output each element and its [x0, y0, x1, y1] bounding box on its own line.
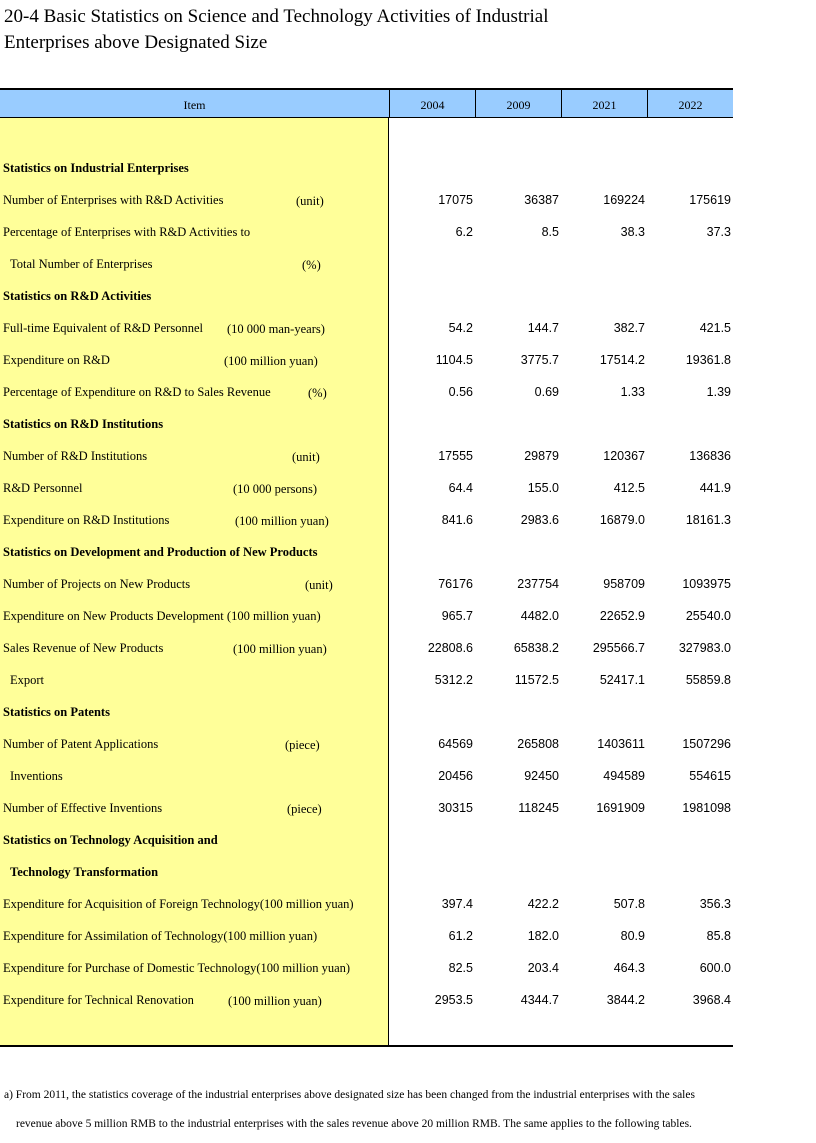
table-row: [0, 477, 733, 509]
table-row: [0, 733, 733, 765]
table-row: [0, 893, 733, 925]
value-cell-2004: 841.6: [441, 513, 473, 527]
value-cell-2022: 554615: [689, 769, 731, 783]
value-cell-2021: 1403611: [597, 737, 645, 751]
table-row: [0, 541, 733, 573]
value-cell-2022: 327983.0: [678, 641, 731, 655]
table-row: [0, 317, 733, 349]
title-line-2: Enterprises above Designated Size: [4, 32, 268, 53]
row-label: Number of Patent Applications: [3, 737, 159, 751]
value-cell-2022: 18161.3: [685, 513, 731, 527]
row-unit: (%): [302, 258, 321, 272]
value-cell-2022: 175619: [689, 193, 731, 207]
value-cell-2004: 22808.6: [427, 641, 473, 655]
table-row: [0, 253, 733, 285]
value-cell-2004: 64.4: [448, 481, 473, 495]
value-cell-2022: 1981098: [682, 801, 731, 815]
table-row: [0, 157, 733, 189]
value-cell-2021: 16879.0: [599, 513, 645, 527]
row-unit: (100 million yuan): [224, 354, 318, 368]
value-cell-2009: 4482.0: [520, 609, 559, 623]
row-label: Number of Projects on New Products: [3, 577, 191, 591]
value-cell-2021: 295566.7: [592, 641, 645, 655]
table-row: [0, 349, 733, 381]
footnote-line-2: revenue above 5 million RMB to the industrial enterprises with the sales revenue above 20 million RMB. The same applies to the following tables.: [16, 1118, 692, 1130]
section-heading: Statistics on Technology Acquisition and: [3, 833, 218, 847]
row-label: Full-time Equivalent of R&D Personnel: [3, 321, 203, 335]
row-label: Expenditure on R&D Institutions: [3, 513, 170, 527]
row-label: Inventions: [10, 769, 63, 783]
value-cell-2009: 3775.7: [520, 353, 559, 367]
row-unit: (100 million yuan): [233, 642, 327, 656]
value-cell-2009: 92450: [524, 769, 559, 783]
value-cell-2009: 2983.6: [520, 513, 559, 527]
row-label: Expenditure for Purchase of Domestic Technology(100 million yuan): [3, 961, 351, 975]
header-year-2004: 2004: [389, 90, 475, 118]
value-cell-2004: 2953.5: [434, 993, 473, 1007]
section-heading: Statistics on R&D Institutions: [3, 417, 164, 431]
value-cell-2021: 120367: [603, 449, 645, 463]
value-cell-2022: 3968.4: [692, 993, 731, 1007]
footnote-line-1: a) From 2011, the statistics coverage of the industrial enterprises above designated size has been changed from the industrial enterprises with the sales: [4, 1089, 695, 1101]
row-label: Expenditure for Technical Renovation: [3, 993, 194, 1007]
row-label: Export: [10, 673, 45, 687]
section-heading: Statistics on Development and Production of New Products: [3, 545, 318, 559]
value-cell-2004: 397.4: [441, 897, 473, 911]
value-cell-2009: 182.0: [527, 929, 559, 943]
value-cell-2009: 29879: [524, 449, 559, 463]
value-cell-2021: 38.3: [620, 225, 645, 239]
row-label: R&D Personnel: [3, 481, 83, 495]
header-item: Item: [183, 98, 206, 112]
value-cell-2022: 136836: [689, 449, 731, 463]
table-row: [0, 509, 733, 541]
value-cell-2004: 30315: [438, 801, 473, 815]
value-cell-2004: 965.7: [441, 609, 473, 623]
value-cell-2009: 11572.5: [514, 673, 559, 687]
table-row: [0, 797, 733, 829]
table-row: [0, 381, 733, 413]
value-cell-2004: 5312.2: [434, 673, 473, 687]
table-row: [0, 989, 733, 1021]
value-cell-2004: 82.5: [448, 961, 473, 975]
value-cell-2009: 65838.2: [513, 641, 559, 655]
table-row: [0, 573, 733, 605]
title-line-1: 20-4 Basic Statistics on Science and Technology Activities of Industrial: [4, 6, 549, 27]
value-cell-2004: 6.2: [455, 225, 473, 239]
table-row: [0, 925, 733, 957]
value-cell-2022: 1507296: [682, 737, 731, 751]
section-heading: Statistics on R&D Activities: [3, 289, 152, 303]
value-cell-2004: 17075: [438, 193, 473, 207]
value-cell-2009: 155.0: [527, 481, 559, 495]
table-row: [0, 221, 733, 253]
value-cell-2022: 441.9: [699, 481, 731, 495]
value-cell-2021: 22652.9: [599, 609, 645, 623]
value-cell-2004: 76176: [438, 577, 473, 591]
value-cell-2022: 85.8: [706, 929, 731, 943]
value-cell-2022: 37.3: [706, 225, 731, 239]
row-label: Total Number of Enterprises: [10, 257, 153, 271]
value-cell-2021: 1.33: [620, 385, 645, 399]
row-label: Sales Revenue of New Products: [3, 641, 164, 655]
value-cell-2021: 80.9: [620, 929, 645, 943]
value-cell-2022: 25540.0: [685, 609, 731, 623]
row-label: Percentage of Expenditure on R&D to Sales Revenue: [3, 385, 271, 399]
section-heading: Statistics on Patents: [3, 705, 110, 719]
row-unit: (piece): [285, 738, 320, 752]
value-cell-2021: 52417.1: [599, 673, 645, 687]
value-cell-2009: 4344.7: [520, 993, 559, 1007]
value-cell-2004: 61.2: [448, 929, 473, 943]
value-cell-2022: 421.5: [699, 321, 731, 335]
row-unit: (unit): [296, 194, 324, 208]
value-cell-2022: 600.0: [699, 961, 731, 975]
row-label: Number of Effective Inventions: [3, 801, 163, 815]
value-cell-2004: 54.2: [448, 321, 473, 335]
header-year-2009: 2009: [475, 90, 561, 118]
table-row: [0, 605, 733, 637]
value-cell-2009: 265808: [517, 737, 559, 751]
value-cell-2022: 1093975: [682, 577, 731, 591]
value-cell-2021: 507.8: [613, 897, 645, 911]
value-cell-2022: 55859.8: [685, 673, 731, 687]
header-year-2021: 2021: [561, 90, 647, 118]
value-cell-2021: 958709: [603, 577, 645, 591]
row-label: Expenditure on New Products Development (100 million yuan): [3, 609, 321, 623]
table-row: [0, 189, 733, 221]
row-unit: (piece): [287, 802, 322, 816]
table-row: [0, 445, 733, 477]
row-unit: (100 million yuan): [235, 514, 329, 528]
page-title: [4, 4, 704, 56]
value-cell-2009: 422.2: [527, 897, 559, 911]
table-header: [0, 88, 733, 118]
row-unit: (10 000 persons): [233, 482, 318, 496]
table-row: [0, 829, 733, 861]
row-label: Expenditure on R&D: [3, 353, 110, 367]
value-cell-2004: 64569: [438, 737, 473, 751]
row-unit: (unit): [292, 450, 320, 464]
table-row: [0, 957, 733, 989]
value-cell-2021: 3844.2: [606, 993, 645, 1007]
value-cell-2021: 464.3: [613, 961, 645, 975]
value-cell-2021: 1691909: [596, 801, 645, 815]
value-cell-2022: 1.39: [706, 385, 731, 399]
value-cell-2021: 412.5: [613, 481, 645, 495]
value-cell-2004: 0.56: [448, 385, 473, 399]
row-unit: (10 000 man-years): [227, 322, 325, 336]
table-row: [0, 861, 733, 893]
value-cell-2004: 20456: [438, 769, 473, 783]
value-cell-2021: 17514.2: [599, 353, 645, 367]
row-label: Number of Enterprises with R&D Activities: [3, 193, 224, 207]
row-unit: (unit): [305, 578, 333, 592]
row-label: Expenditure for Acquisition of Foreign Technology(100 million yuan): [3, 897, 354, 911]
value-cell-2022: 19361.8: [685, 353, 731, 367]
row-unit: (%): [308, 386, 327, 400]
value-cell-2021: 382.7: [613, 321, 645, 335]
value-cell-2009: 144.7: [527, 321, 559, 335]
value-cell-2009: 8.5: [541, 225, 559, 239]
row-unit: (100 million yuan): [228, 994, 322, 1008]
row-label: Number of R&D Institutions: [3, 449, 148, 463]
row-label: Expenditure for Assimilation of Technology(100 million yuan): [3, 929, 318, 943]
table-row: [0, 669, 733, 701]
section-heading: Technology Transformation: [10, 865, 159, 879]
value-cell-2009: 36387: [524, 193, 559, 207]
value-cell-2009: 0.69: [534, 385, 559, 399]
table-row: [0, 765, 733, 797]
value-cell-2022: 356.3: [699, 897, 731, 911]
table-row: [0, 413, 733, 445]
header-year-2022: 2022: [647, 90, 733, 118]
value-cell-2004: 1104.5: [435, 353, 473, 367]
table-row: [0, 637, 733, 669]
statistics-table: [0, 88, 733, 1046]
value-cell-2009: 118245: [518, 801, 559, 815]
value-cell-2009: 237754: [517, 577, 559, 591]
table-row: [0, 701, 733, 733]
row-label: Percentage of Enterprises with R&D Activities to: [3, 225, 251, 239]
table-row: [0, 285, 733, 317]
value-cell-2021: 169224: [603, 193, 645, 207]
value-cell-2004: 17555: [438, 449, 473, 463]
table-bottom-rule: [0, 1045, 733, 1047]
value-cell-2021: 494589: [603, 769, 645, 783]
section-heading: Statistics on Industrial Enterprises: [3, 161, 189, 175]
value-cell-2009: 203.4: [527, 961, 559, 975]
